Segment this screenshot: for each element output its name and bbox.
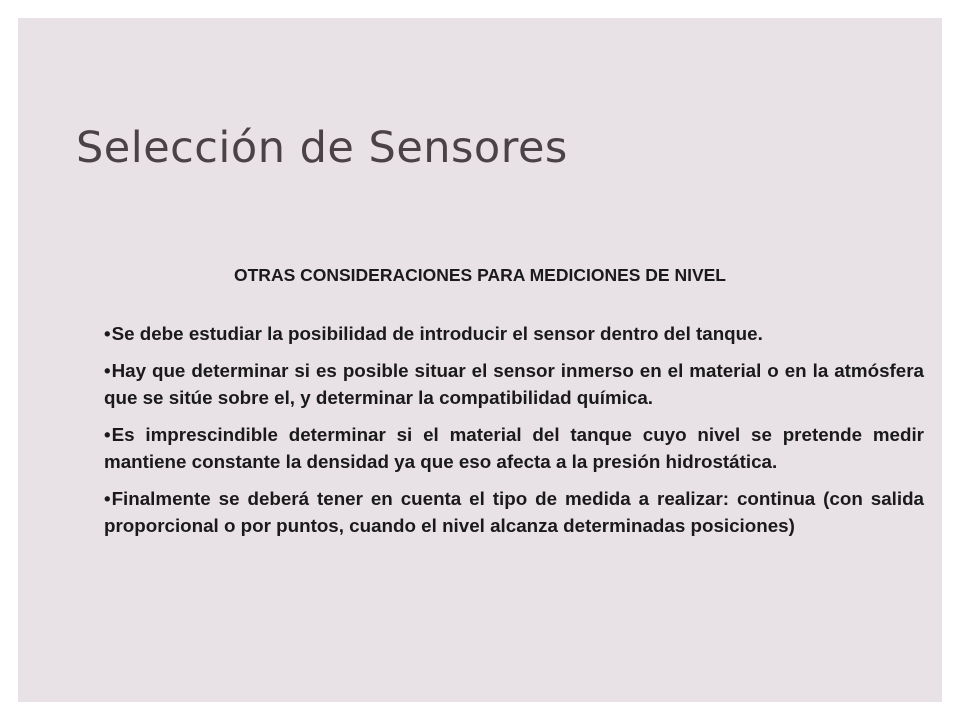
bullet-item: [104, 421, 924, 475]
section-heading: OTRAS CONSIDERACIONES PARA MEDICIONES DE NIVEL: [234, 265, 726, 285]
bullet-text: Es imprescindible determinar si el material del tanque cuyo nivel se pretende medir mantiene constante la densidad ya que eso afecta a la presión hidrostática.: [104, 424, 924, 473]
bullet-list: [104, 320, 924, 549]
slide: [18, 18, 942, 702]
bullet-text: Hay que determinar si es posible situar el sensor inmerso en el material o en la atmósfera que se sitúe sobre el, y determinar la compatibilidad química.: [104, 360, 924, 409]
bullet-item: [104, 320, 924, 347]
bullet-marker: •: [104, 488, 111, 510]
bullet-item: [104, 485, 924, 539]
bullet-item: [104, 357, 924, 411]
bullet-text: Finalmente se deberá tener en cuenta el tipo de medida a realizar: continua (con salida proporcional o por puntos, cuando el nivel alcanza determinadas posiciones): [104, 488, 924, 537]
bullet-marker: •: [104, 323, 111, 344]
slide-title: Selección de Sensores: [76, 123, 568, 173]
bullet-marker: •: [104, 424, 111, 446]
bullet-marker: •: [104, 360, 111, 382]
bullet-text: Se debe estudiar la posibilidad de introducir el sensor dentro del tanque.: [111, 323, 763, 344]
